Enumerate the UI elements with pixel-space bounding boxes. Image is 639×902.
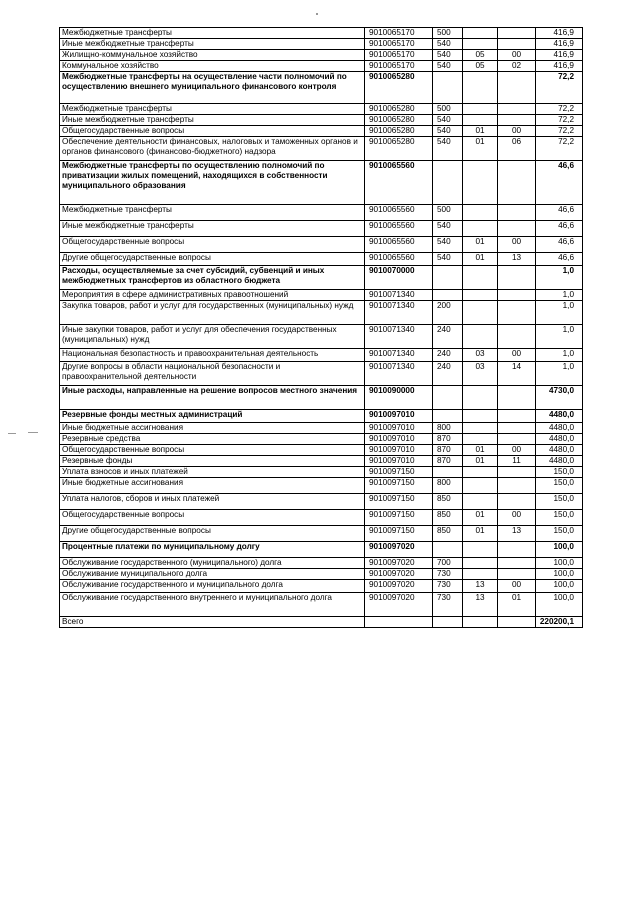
- cell-amount: 46,6: [536, 253, 583, 266]
- cell-subsection: [498, 266, 536, 290]
- table-row: [60, 434, 583, 445]
- cell-expense-type: 540: [433, 126, 463, 137]
- cell-subsection: 01: [498, 593, 536, 617]
- cell-name: Расходы, осуществляемые за счет субсидий, субвенций и иных межбюджетных трансфертов из областного бюджета: [60, 266, 365, 290]
- cell-name: Национальная безопастность и правоохранительная деятельность: [60, 349, 365, 362]
- cell-expense-type: 500: [433, 205, 463, 221]
- cell-subsection: [498, 542, 536, 558]
- cell-amount: 150,0: [536, 526, 583, 542]
- cell-target-code: 9010097020: [365, 542, 433, 558]
- cell-expense-type: 730: [433, 593, 463, 617]
- cell-name: Обслуживание муниципального долга: [60, 569, 365, 580]
- table-row: [60, 126, 583, 137]
- cell-section: 03: [463, 362, 498, 386]
- table-row: [60, 478, 583, 494]
- cell-name: Коммунальное хозяйство: [60, 61, 365, 72]
- table-row: [60, 349, 583, 362]
- cell-expense-type: [433, 290, 463, 301]
- table-row: [60, 221, 583, 237]
- cell-amount: 220200,1: [536, 617, 583, 628]
- cell-name: Иные расходы, направленные на решение вопросов местного значения: [60, 386, 365, 410]
- cell-name: Резервные фонды местных администраций: [60, 410, 365, 423]
- cell-section: [463, 290, 498, 301]
- cell-section: 01: [463, 137, 498, 161]
- cell-target-code: 9010071340: [365, 362, 433, 386]
- cell-amount: 150,0: [536, 510, 583, 526]
- table-row: [60, 569, 583, 580]
- cell-name: Межбюджетные трансферты на осуществление части полномочий по осуществлению внешнего муниципального финансового контроля: [60, 72, 365, 104]
- cell-amount: 100,0: [536, 558, 583, 569]
- cell-target-code: 9010097010: [365, 445, 433, 456]
- cell-name: Межбюджетные трансферты по осуществлению полномочий по приватизации жилых помещений, находящихся в собственности муниципального образования: [60, 161, 365, 205]
- cell-target-code: 9010065280: [365, 115, 433, 126]
- cell-name: Мероприятия в сфере административных правоотношений: [60, 290, 365, 301]
- cell-name: Иные межбюджетные трансферты: [60, 221, 365, 237]
- cell-subsection: [498, 72, 536, 104]
- cell-amount: 100,0: [536, 593, 583, 617]
- cell-section: [463, 542, 498, 558]
- table-row: [60, 104, 583, 115]
- cell-expense-type: 870: [433, 445, 463, 456]
- cell-subsection: [498, 434, 536, 445]
- cell-expense-type: [433, 266, 463, 290]
- cell-section: [463, 325, 498, 349]
- cell-amount: 416,9: [536, 61, 583, 72]
- cell-section: [463, 494, 498, 510]
- cell-target-code: 9010065560: [365, 237, 433, 253]
- total-row: [60, 617, 583, 628]
- cell-expense-type: 240: [433, 349, 463, 362]
- cell-subsection: [498, 39, 536, 50]
- cell-subsection: 13: [498, 253, 536, 266]
- cell-target-code: 9010065280: [365, 137, 433, 161]
- cell-subsection: [498, 478, 536, 494]
- cell-section: [463, 569, 498, 580]
- cell-amount: 46,6: [536, 205, 583, 221]
- cell-amount: 4480,0: [536, 445, 583, 456]
- table-row: [60, 205, 583, 221]
- table-row: [60, 301, 583, 325]
- cell-name: Общегосударственные вопросы: [60, 126, 365, 137]
- cell-expense-type: 700: [433, 558, 463, 569]
- cell-name: Иные межбюджетные трансферты: [60, 39, 365, 50]
- table-row: [60, 290, 583, 301]
- cell-subsection: [498, 221, 536, 237]
- cell-section: 05: [463, 61, 498, 72]
- cell-amount: 4480,0: [536, 456, 583, 467]
- cell-amount: 72,2: [536, 137, 583, 161]
- cell-name: Другие общегосударственные вопросы: [60, 253, 365, 266]
- cell-expense-type: 240: [433, 325, 463, 349]
- cell-target-code: 9010097150: [365, 510, 433, 526]
- cell-target-code: 9010071340: [365, 349, 433, 362]
- cell-section: [463, 104, 498, 115]
- table-row: [60, 456, 583, 467]
- cell-name: Другие вопросы в области национальной безопасности и правоохранительной деятельности: [60, 362, 365, 386]
- table-row: [60, 526, 583, 542]
- cell-subsection: [498, 115, 536, 126]
- cell-expense-type: 870: [433, 434, 463, 445]
- cell-section: 03: [463, 349, 498, 362]
- cell-section: 01: [463, 510, 498, 526]
- cell-amount: 72,2: [536, 115, 583, 126]
- cell-section: 05: [463, 50, 498, 61]
- cell-expense-type: 500: [433, 28, 463, 39]
- cell-subsection: 13: [498, 526, 536, 542]
- cell-subsection: [498, 325, 536, 349]
- cell-target-code: 9010065560: [365, 221, 433, 237]
- cell-expense-type: [433, 161, 463, 205]
- cell-expense-type: 500: [433, 104, 463, 115]
- cell-section: [463, 478, 498, 494]
- cell-section: [463, 386, 498, 410]
- cell-section: [463, 72, 498, 104]
- cell-name: Уплата взносов и иных платежей: [60, 467, 365, 478]
- cell-name: Общегосударственные вопросы: [60, 445, 365, 456]
- cell-amount: 1,0: [536, 266, 583, 290]
- cell-amount: 416,9: [536, 39, 583, 50]
- cell-target-code: 9010097020: [365, 558, 433, 569]
- cell-name: Обслуживание государственного внутреннего и муниципального долга: [60, 593, 365, 617]
- cell-amount: 46,6: [536, 237, 583, 253]
- table-row: [60, 362, 583, 386]
- table-row: [60, 445, 583, 456]
- cell-target-code: 9010097150: [365, 478, 433, 494]
- cell-expense-type: 730: [433, 569, 463, 580]
- cell-subsection: [498, 28, 536, 39]
- cell-amount: 72,2: [536, 72, 583, 104]
- cell-expense-type: [433, 617, 463, 628]
- table-row: [60, 580, 583, 593]
- cell-target-code: 9010097010: [365, 410, 433, 423]
- cell-target-code: 9010097010: [365, 456, 433, 467]
- cell-subsection: [498, 569, 536, 580]
- cell-name: Уплата налогов, сборов и иных платежей: [60, 494, 365, 510]
- cell-amount: 100,0: [536, 569, 583, 580]
- table-row: [60, 410, 583, 423]
- cell-section: 01: [463, 237, 498, 253]
- cell-expense-type: 850: [433, 526, 463, 542]
- cell-target-code: 9010097020: [365, 593, 433, 617]
- cell-section: 01: [463, 253, 498, 266]
- cell-amount: 72,2: [536, 104, 583, 115]
- cell-name: Иные межбюджетные трансферты: [60, 115, 365, 126]
- cell-section: [463, 410, 498, 423]
- cell-subsection: 06: [498, 137, 536, 161]
- cell-amount: 1,0: [536, 349, 583, 362]
- table-row: [60, 325, 583, 349]
- cell-subsection: 14: [498, 362, 536, 386]
- cell-target-code: 9010097020: [365, 569, 433, 580]
- cell-subsection: 00: [498, 126, 536, 137]
- cell-target-code: 9010065280: [365, 104, 433, 115]
- cell-subsection: [498, 410, 536, 423]
- cell-target-code: 9010097020: [365, 580, 433, 593]
- scan-speck: [316, 13, 318, 15]
- cell-subsection: 00: [498, 445, 536, 456]
- cell-name: Иные бюджетные ассигнования: [60, 478, 365, 494]
- table-row: [60, 39, 583, 50]
- cell-target-code: [365, 617, 433, 628]
- cell-target-code: 9010097010: [365, 423, 433, 434]
- cell-name: Жилищно-коммунальное хозяйство: [60, 50, 365, 61]
- cell-subsection: [498, 205, 536, 221]
- cell-section: [463, 205, 498, 221]
- cell-expense-type: 540: [433, 115, 463, 126]
- cell-amount: 150,0: [536, 494, 583, 510]
- cell-section: 13: [463, 580, 498, 593]
- cell-section: 01: [463, 456, 498, 467]
- cell-target-code: 9010065280: [365, 126, 433, 137]
- cell-amount: 100,0: [536, 580, 583, 593]
- cell-section: [463, 39, 498, 50]
- table-row: [60, 72, 583, 104]
- cell-amount: 100,0: [536, 542, 583, 558]
- cell-target-code: 9010065170: [365, 28, 433, 39]
- cell-expense-type: [433, 467, 463, 478]
- table-row: [60, 115, 583, 126]
- cell-target-code: 9010065170: [365, 50, 433, 61]
- cell-subsection: [498, 467, 536, 478]
- cell-target-code: 9010071340: [365, 301, 433, 325]
- cell-target-code: 9010097150: [365, 494, 433, 510]
- table-row: [60, 423, 583, 434]
- cell-amount: 1,0: [536, 290, 583, 301]
- cell-amount: 46,6: [536, 161, 583, 205]
- table-row: [60, 61, 583, 72]
- cell-section: [463, 434, 498, 445]
- cell-target-code: 9010065170: [365, 61, 433, 72]
- table-row: [60, 253, 583, 266]
- cell-section: 13: [463, 593, 498, 617]
- cell-name: Всего: [60, 617, 365, 628]
- table-row: [60, 558, 583, 569]
- table-row: [60, 510, 583, 526]
- cell-expense-type: [433, 386, 463, 410]
- cell-target-code: 9010070000: [365, 266, 433, 290]
- cell-expense-type: 850: [433, 510, 463, 526]
- cell-target-code: 9010071340: [365, 325, 433, 349]
- cell-expense-type: 200: [433, 301, 463, 325]
- table-row: [60, 137, 583, 161]
- cell-name: Общегосударственные вопросы: [60, 510, 365, 526]
- cell-name: Другие общегосударственные вопросы: [60, 526, 365, 542]
- cell-amount: 46,6: [536, 221, 583, 237]
- cell-subsection: 00: [498, 237, 536, 253]
- cell-target-code: 9010065560: [365, 205, 433, 221]
- cell-subsection: [498, 290, 536, 301]
- cell-name: Обслуживание государственного (муниципального) долга: [60, 558, 365, 569]
- cell-subsection: [498, 617, 536, 628]
- cell-amount: 4480,0: [536, 423, 583, 434]
- cell-section: [463, 301, 498, 325]
- cell-amount: 150,0: [536, 478, 583, 494]
- cell-name: Межбюджетные трансферты: [60, 205, 365, 221]
- cell-name: Резервные средства: [60, 434, 365, 445]
- table-row: [60, 386, 583, 410]
- cell-amount: 4480,0: [536, 434, 583, 445]
- table-row: [60, 467, 583, 478]
- cell-name: Резервные фонды: [60, 456, 365, 467]
- cell-expense-type: 800: [433, 478, 463, 494]
- cell-name: Обеспечение деятельности финансовых, налоговых и таможенных органов и органов финансового (финансово-бюджетного) надзора: [60, 137, 365, 161]
- cell-amount: 4730,0: [536, 386, 583, 410]
- cell-expense-type: 540: [433, 61, 463, 72]
- cell-name: Общегосударственные вопросы: [60, 237, 365, 253]
- cell-name: Закупка товаров, работ и услуг для государственных (муниципальных) нужд: [60, 301, 365, 325]
- cell-expense-type: 540: [433, 253, 463, 266]
- cell-expense-type: 730: [433, 580, 463, 593]
- table-row: [60, 266, 583, 290]
- scan-mark: [28, 432, 38, 433]
- cell-subsection: [498, 161, 536, 205]
- cell-expense-type: [433, 72, 463, 104]
- cell-target-code: 9010090000: [365, 386, 433, 410]
- cell-amount: 72,2: [536, 126, 583, 137]
- budget-table-body: [60, 28, 583, 628]
- cell-target-code: 9010071340: [365, 290, 433, 301]
- cell-target-code: 9010097150: [365, 467, 433, 478]
- cell-amount: 416,9: [536, 50, 583, 61]
- cell-expense-type: 870: [433, 456, 463, 467]
- cell-amount: 150,0: [536, 467, 583, 478]
- cell-name: Межбюджетные трансферты: [60, 104, 365, 115]
- cell-target-code: 9010065560: [365, 161, 433, 205]
- table-row: [60, 161, 583, 205]
- cell-subsection: 00: [498, 50, 536, 61]
- cell-subsection: [498, 386, 536, 410]
- cell-subsection: 00: [498, 349, 536, 362]
- cell-section: [463, 161, 498, 205]
- cell-subsection: [498, 104, 536, 115]
- cell-expense-type: [433, 542, 463, 558]
- cell-expense-type: 540: [433, 237, 463, 253]
- cell-expense-type: 540: [433, 221, 463, 237]
- cell-section: 01: [463, 526, 498, 542]
- cell-section: [463, 221, 498, 237]
- cell-section: [463, 266, 498, 290]
- cell-target-code: 9010065560: [365, 253, 433, 266]
- cell-subsection: 00: [498, 580, 536, 593]
- cell-amount: 1,0: [536, 325, 583, 349]
- cell-name: Иные закупки товаров, работ и услуг для обеспечения государственных (муниципальных) нужд: [60, 325, 365, 349]
- cell-expense-type: 850: [433, 494, 463, 510]
- table-row: [60, 593, 583, 617]
- cell-name: Иные бюджетные ассигнования: [60, 423, 365, 434]
- cell-name: Процентные платежи по муниципальному долгу: [60, 542, 365, 558]
- cell-section: [463, 115, 498, 126]
- cell-subsection: 00: [498, 510, 536, 526]
- cell-section: [463, 423, 498, 434]
- cell-section: [463, 28, 498, 39]
- cell-amount: 4480,0: [536, 410, 583, 423]
- cell-target-code: 9010097010: [365, 434, 433, 445]
- cell-name: Межбюджетные трансферты: [60, 28, 365, 39]
- table-row: [60, 28, 583, 39]
- cell-subsection: [498, 301, 536, 325]
- cell-target-code: 9010065170: [365, 39, 433, 50]
- cell-target-code: 9010097150: [365, 526, 433, 542]
- cell-amount: 416,9: [536, 28, 583, 39]
- cell-amount: 1,0: [536, 301, 583, 325]
- cell-expense-type: 540: [433, 39, 463, 50]
- cell-section: [463, 467, 498, 478]
- cell-expense-type: 800: [433, 423, 463, 434]
- cell-target-code: 9010065280: [365, 72, 433, 104]
- cell-section: [463, 558, 498, 569]
- cell-amount: 1,0: [536, 362, 583, 386]
- cell-subsection: 02: [498, 61, 536, 72]
- cell-expense-type: [433, 410, 463, 423]
- cell-subsection: [498, 494, 536, 510]
- scan-mark: [8, 433, 16, 434]
- cell-section: 01: [463, 445, 498, 456]
- cell-subsection: 11: [498, 456, 536, 467]
- cell-section: 01: [463, 126, 498, 137]
- cell-expense-type: 240: [433, 362, 463, 386]
- cell-section: [463, 617, 498, 628]
- cell-name: Обслуживание государственного и муниципального долга: [60, 580, 365, 593]
- cell-expense-type: 540: [433, 137, 463, 161]
- table-row: [60, 542, 583, 558]
- cell-expense-type: 540: [433, 50, 463, 61]
- cell-subsection: [498, 558, 536, 569]
- budget-table: [59, 27, 583, 628]
- cell-subsection: [498, 423, 536, 434]
- table-row: [60, 237, 583, 253]
- table-row: [60, 494, 583, 510]
- table-row: [60, 50, 583, 61]
